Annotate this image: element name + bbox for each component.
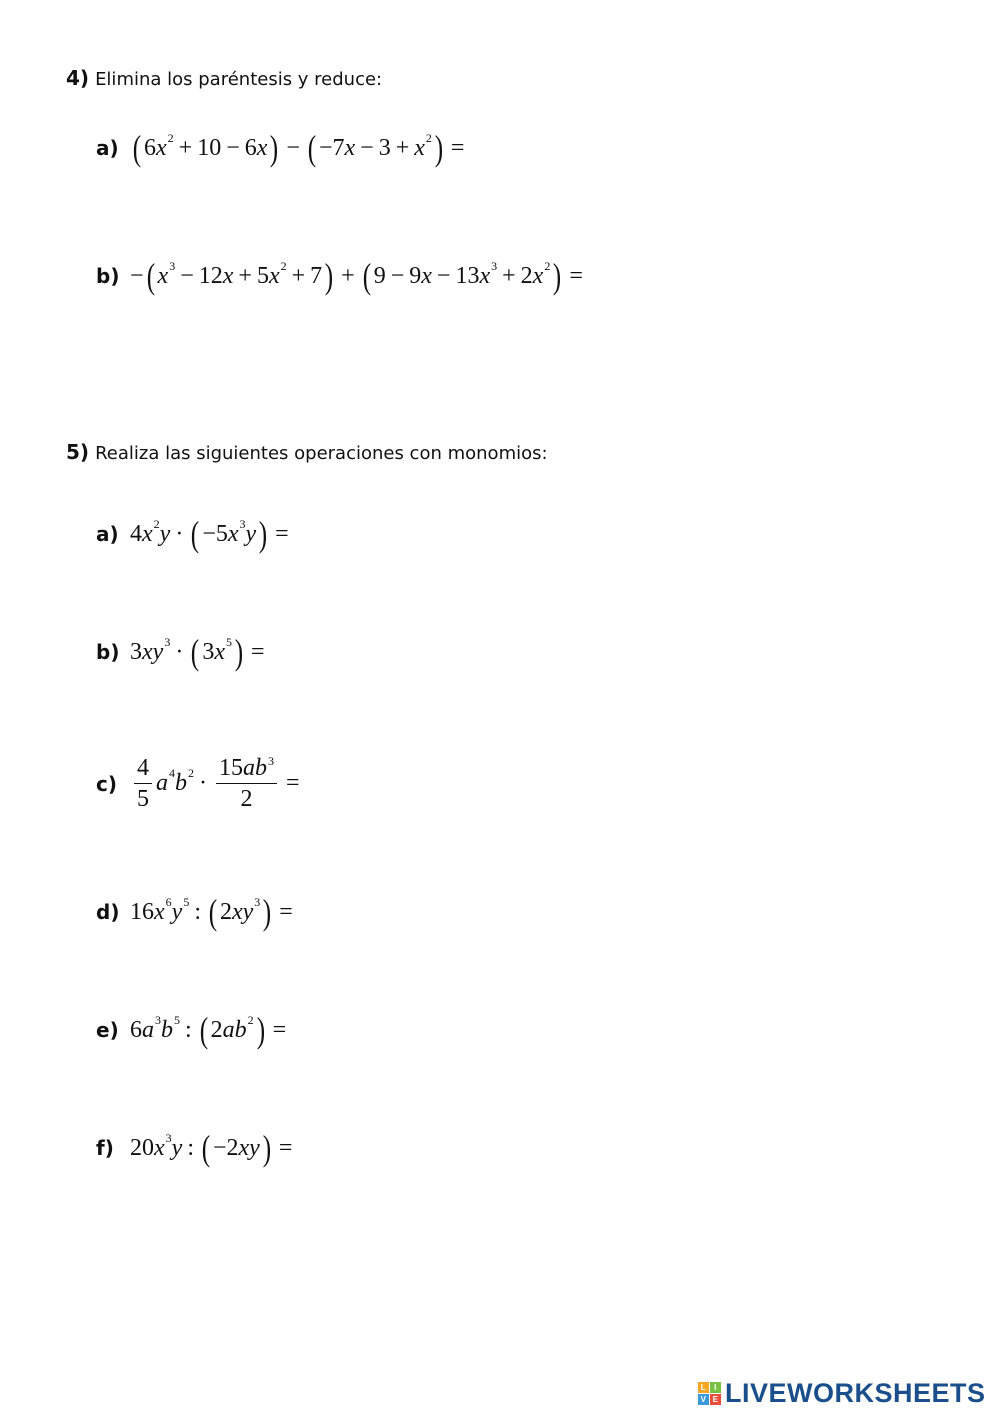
exercise-label: c) [96, 771, 117, 796]
exercise-label: a) [96, 136, 119, 160]
section-5-instruction: Realiza las siguientes operaciones con monomios: [95, 443, 548, 464]
math-expression: 20 x $^3$ y : ( −2 xy ) = [130, 1128, 293, 1168]
section-5-number: 5) [66, 440, 90, 464]
logo-mark-icon: L I V E [698, 1382, 721, 1405]
math-expression: 3 xy $^3$ · ( 3 x $^5$ ) = [130, 632, 265, 672]
section-4-heading [66, 66, 382, 90]
exercise-5c [96, 755, 305, 813]
liveworksheets-logo [698, 1378, 986, 1409]
math-expression: 6 a $^3$ b $^5$ : ( 2 ab $^2$ ) = [130, 1010, 287, 1050]
exercise-label: e) [96, 1018, 119, 1042]
section-4-instruction: Elimina los paréntesis y reduce: [95, 69, 383, 90]
exercise-label: a) [96, 522, 119, 546]
math-expression: 4 x $^2$ y · ( −5 x $^3$ y ) = [130, 514, 289, 554]
exercise-5a [96, 516, 294, 552]
exercise-4b [96, 258, 588, 294]
exercise-5e [96, 1012, 291, 1048]
math-expression: 16 x $^6$ y $^5$ : ( 2 xy $^3$ ) = [130, 892, 293, 932]
exercise-5f [96, 1130, 297, 1166]
math-expression: $\frac{4}{5}$ a $^4$ b $^2$ · $\frac{15ab^3}{2}$ = [130, 755, 305, 813]
exercise-label: b) [96, 640, 120, 664]
logo-text: LIVEWORKSHEETS [725, 1378, 986, 1408]
exercise-label: f) [96, 1136, 114, 1160]
exercise-label: d) [96, 900, 120, 924]
exercise-5d [96, 894, 298, 930]
section-4-number: 4) [66, 66, 90, 90]
math-expression: − ( x $^3$ − 12 x + 5 x $^2$ + 7 ) + ( 9 − 9 x − 13 x $^3$ + 2 x $^2$ ) = [130, 256, 583, 296]
section-5-heading [66, 440, 548, 464]
exercise-5b [96, 634, 270, 670]
exercise-label: b) [96, 264, 120, 288]
exercise-4a [96, 130, 469, 166]
math-expression: ( 6 x $^2$ + 10 − 6 x ) − ( −7 x − 3 + x $^2$ ) = [132, 128, 465, 168]
